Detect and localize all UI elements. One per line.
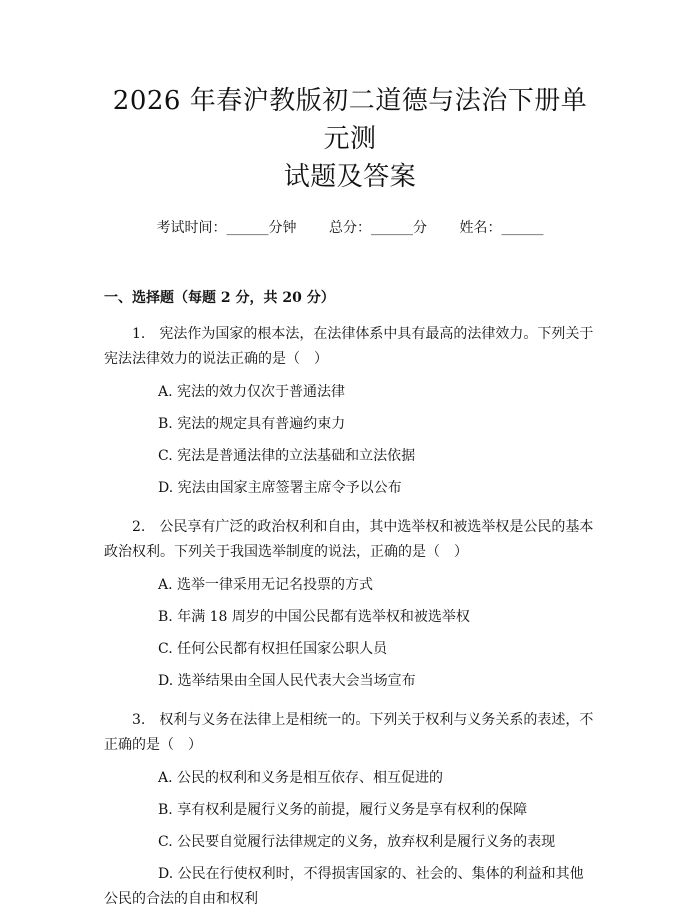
option-d: D. 公民在行使权利时，不得损害国家的、社会的、集体的利益和其他公民的合法的自由和权利 bbox=[104, 866, 584, 907]
option-c: C. 任何公民都有权担任国家公职人员 bbox=[158, 641, 388, 657]
option-b: B. 宪法的规定具有普遍约束力 bbox=[158, 416, 346, 432]
option-list bbox=[104, 573, 596, 694]
option-a: A. 宪法的效力仅次于普通法律 bbox=[158, 384, 346, 400]
option-a: A. 公民的权利和义务是相互依存、相互促进的 bbox=[158, 770, 444, 786]
title-line-1: 2026 年春沪教版初二道德与法治下册单元测 bbox=[112, 86, 588, 154]
question-stem: 3. 权利与义务在法律上是相统一的。下列关于权利与义务关系的表述，不正确的是（ ） bbox=[104, 712, 594, 753]
option-list bbox=[104, 766, 596, 912]
question-2 bbox=[104, 515, 596, 694]
option-d: D. 选举结果由全国人民代表大会当场宣布 bbox=[158, 673, 416, 689]
option-b: B. 享有权利是履行义务的前提，履行义务是享有权利的保障 bbox=[158, 802, 528, 818]
page-title bbox=[104, 0, 596, 196]
option-c: C. 公民要自觉履行法律规定的义务，放弃权利是履行义务的表现 bbox=[158, 834, 556, 850]
question-1 bbox=[104, 322, 596, 501]
exam-info bbox=[104, 218, 596, 238]
question-stem: 1. 宪法作为国家的根本法，在法律体系中具有最高的法律效力。下列关于宪法法律效力的说法正确的是（ ） bbox=[104, 326, 594, 367]
exam-score: 总分：______分 bbox=[329, 220, 427, 236]
title-line-2: 试题及答案 bbox=[283, 162, 417, 192]
option-list bbox=[104, 380, 596, 501]
option-d: D. 宪法由国家主席签署主席令予以公布 bbox=[158, 480, 402, 496]
question-3 bbox=[104, 708, 596, 912]
option-b: B. 年满 18 周岁的中国公民都有选举权和被选举权 bbox=[158, 609, 470, 625]
question-stem: 2. 公民享有广泛的政治权利和自由，其中选举权和被选举权是公民的基本政治权利。下列关于我国选举制度的说法，正确的是（ ） bbox=[104, 519, 594, 560]
exam-time: 考试时间：______分钟 bbox=[156, 220, 297, 236]
option-a: A. 选举一律采用无记名投票的方式 bbox=[158, 577, 374, 593]
option-c: C. 宪法是普通法律的立法基础和立法依据 bbox=[158, 448, 416, 464]
student-name: 姓名：______ bbox=[459, 220, 544, 236]
section-heading: 一、选择题（每题 2 分，共 20 分） bbox=[104, 290, 335, 306]
